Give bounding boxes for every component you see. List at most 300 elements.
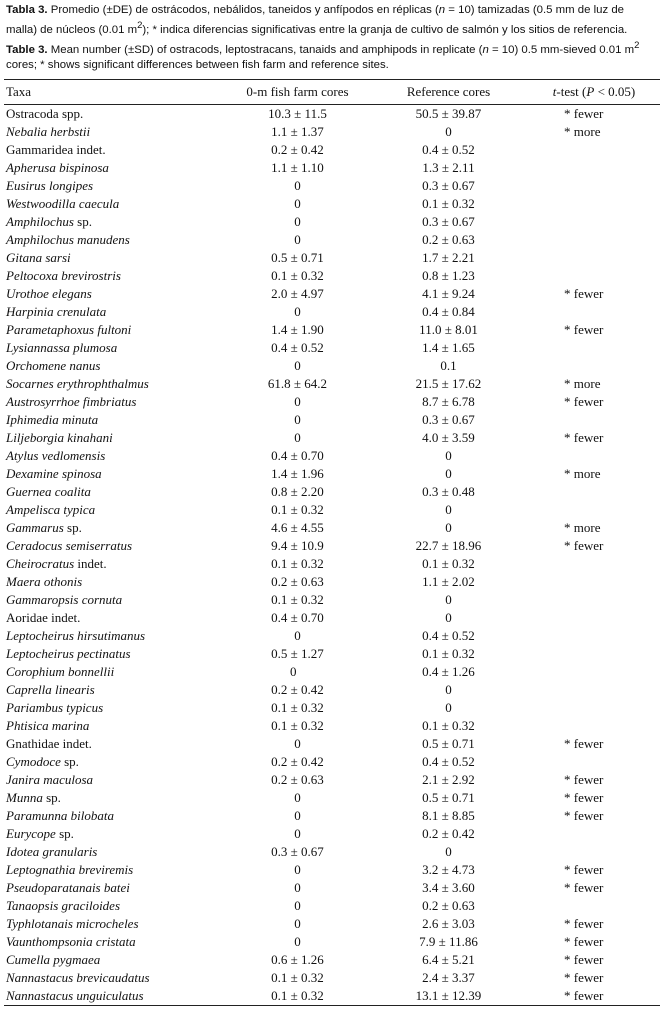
cell-ttest xyxy=(528,231,660,249)
cell-farm: 0 xyxy=(294,231,301,247)
cell-taxa xyxy=(4,339,226,357)
table-row xyxy=(4,249,660,267)
caption-en-sup: 2 xyxy=(634,39,640,51)
cell-farm: 0 xyxy=(294,411,301,427)
table-row xyxy=(4,789,660,807)
cell-taxa xyxy=(4,267,226,285)
cell-farm: 0.6 ± 1.26 xyxy=(271,951,324,967)
table-row xyxy=(4,591,660,609)
cell-taxa xyxy=(4,177,226,195)
cell-ttest xyxy=(528,555,660,573)
caption-es-n: n xyxy=(438,4,446,16)
cell-reference: 0.4 ± 0.84 xyxy=(422,303,475,319)
cell-ttest: * fewer xyxy=(564,285,604,301)
cell-ttest xyxy=(528,897,660,915)
table-row xyxy=(4,879,660,897)
cell-farm: 0 xyxy=(290,663,297,679)
cell-farm: 0.1 ± 0.32 xyxy=(271,267,324,283)
cell-reference: 0.1 ± 0.32 xyxy=(422,717,475,733)
cell-ttest: * fewer xyxy=(564,933,604,949)
caption-en-text-2: = 10) 0.5 mm-sieved 0.01 m xyxy=(488,43,635,56)
cell-farm: 0.3 ± 0.67 xyxy=(271,843,324,859)
cell-taxa xyxy=(4,735,226,753)
cell-taxa xyxy=(4,303,226,321)
table-row xyxy=(4,969,660,987)
cell-ttest xyxy=(528,177,660,195)
cell-taxa xyxy=(4,285,226,303)
cell-reference: 0 xyxy=(445,501,452,517)
caption-en-n: n xyxy=(482,43,489,56)
taxon-name: Corophium bonnellii xyxy=(6,663,115,679)
taxon-name: Orchomene nanus xyxy=(6,357,101,373)
taxon-name: Phtisica marina xyxy=(6,717,90,733)
taxon-name: Gammarus xyxy=(6,519,64,535)
caption-es-text-3: ); * indica diferencias significativas entre la granja de cultivo de salmón y los sitios de referencia. xyxy=(142,23,628,36)
cell-ttest: * more xyxy=(564,123,601,139)
cell-reference: 0.1 ± 0.32 xyxy=(422,555,475,571)
cell-reference: 3.4 ± 3.60 xyxy=(422,879,475,895)
cell-farm: 0 xyxy=(294,627,301,643)
taxon-name: Apherusa bispinosa xyxy=(6,159,109,175)
cell-ttest xyxy=(528,681,660,699)
taxon-name: Typhlotanais microcheles xyxy=(6,915,139,931)
cell-taxa xyxy=(4,699,226,717)
cell-ttest xyxy=(528,627,660,645)
caption-es-text-1: Promedio (±DE) de ostrácodos, nebálidos, taneidos y anfípodos en réplicas ( xyxy=(47,4,439,16)
cell-taxa xyxy=(4,915,226,933)
cell-taxa xyxy=(4,195,226,213)
cell-ttest xyxy=(528,663,660,681)
taxon-name: Iphimedia minuta xyxy=(6,411,99,427)
cell-taxa xyxy=(4,321,226,339)
cell-reference: 0.4 ± 0.52 xyxy=(422,627,475,643)
taxon-name: Nannastacus brevicaudatus xyxy=(6,969,150,985)
taxon-name: Munna xyxy=(6,789,43,805)
cell-ttest: * fewer xyxy=(564,771,604,787)
cell-farm: 0 xyxy=(294,789,301,805)
caption-en-label: Table 3. xyxy=(6,43,48,56)
cell-farm: 0.4 ± 0.70 xyxy=(271,609,324,625)
taxon-name: Peltocoxa brevirostris xyxy=(6,267,121,283)
cell-farm: 0 xyxy=(294,861,301,877)
cell-farm: 1.1 ± 1.10 xyxy=(271,159,324,175)
taxon-name: Dexamine spinosa xyxy=(6,465,102,481)
table-row xyxy=(4,555,660,573)
cell-taxa xyxy=(4,104,226,123)
taxon-name: Westwoodilla caecula xyxy=(6,195,120,211)
cell-farm: 0 xyxy=(294,915,301,931)
taxon-name: Socarnes erythrophthalmus xyxy=(6,375,149,391)
table-row xyxy=(4,123,660,141)
cell-farm: 0 xyxy=(294,177,301,193)
taxon-name: Pariambus typicus xyxy=(6,699,104,715)
taxon-name: Maera othonis xyxy=(6,573,83,589)
taxon-name: Harpinia crenulata xyxy=(6,303,107,319)
cell-reference: 0.4 ± 0.52 xyxy=(422,753,475,769)
table-row xyxy=(4,213,660,231)
taxon-name: Gnathidae indet. xyxy=(6,735,92,751)
cell-ttest: * fewer xyxy=(564,537,604,553)
cell-ttest xyxy=(528,843,660,861)
taxon-suffix: sp. xyxy=(63,519,82,535)
cell-taxa xyxy=(4,933,226,951)
cell-reference: 8.1 ± 8.85 xyxy=(422,807,475,823)
table-row xyxy=(4,483,660,501)
cell-taxa xyxy=(4,789,226,807)
table-row xyxy=(4,537,660,555)
cell-farm: 0.2 ± 0.42 xyxy=(271,681,324,697)
taxon-name: Pseudoparatanais batei xyxy=(6,879,130,895)
cell-ttest: * more xyxy=(564,375,601,391)
cell-ttest: * fewer xyxy=(564,951,604,967)
taxon-suffix: sp. xyxy=(55,825,74,841)
caption-spanish xyxy=(6,3,658,38)
table-row xyxy=(4,321,660,339)
cell-taxa xyxy=(4,573,226,591)
taxon-name: Leptocheirus hirsutimanus xyxy=(6,627,146,643)
taxon-name: Ceradocus semiserratus xyxy=(6,537,133,553)
header-ttest-t: t xyxy=(552,83,557,99)
cell-ttest xyxy=(528,141,660,159)
cell-ttest xyxy=(528,339,660,357)
cell-reference: 21.5 ± 17.62 xyxy=(415,375,482,391)
cell-reference: 0.4 ± 0.52 xyxy=(422,141,475,157)
table-row xyxy=(4,933,660,951)
cell-reference: 4.1 ± 9.24 xyxy=(422,285,475,301)
cell-taxa xyxy=(4,987,226,1006)
table-row xyxy=(4,627,660,645)
cell-ttest xyxy=(528,249,660,267)
cell-ttest: * more xyxy=(564,465,601,481)
cell-farm: 0.1 ± 0.32 xyxy=(226,987,369,1006)
cell-ttest xyxy=(528,825,660,843)
table-row xyxy=(4,429,660,447)
cell-reference: 0.8 ± 1.23 xyxy=(422,267,475,283)
table-row xyxy=(4,285,660,303)
cell-farm: 1.4 ± 1.90 xyxy=(271,321,324,337)
cell-reference: 0.1 ± 0.32 xyxy=(422,195,475,211)
cell-reference: 0.1 xyxy=(440,357,457,373)
cell-reference: 0 xyxy=(445,465,452,481)
cell-ttest xyxy=(528,447,660,465)
cell-taxa xyxy=(4,807,226,825)
cell-ttest xyxy=(528,483,660,501)
cell-farm: 0 xyxy=(294,933,301,949)
cell-reference: 22.7 ± 18.96 xyxy=(415,537,482,553)
cell-taxa xyxy=(4,627,226,645)
cell-ttest: * fewer xyxy=(564,429,604,445)
table-row xyxy=(4,411,660,429)
cell-reference: 0.5 ± 0.71 xyxy=(422,735,475,751)
cell-farm: 0 xyxy=(294,897,301,913)
table-row xyxy=(4,231,660,249)
cell-reference: 0 xyxy=(445,447,452,463)
taxon-name: Nannastacus unguiculatus xyxy=(6,987,144,1003)
cell-farm: 0.1 ± 0.32 xyxy=(271,555,324,571)
cell-farm: 0 xyxy=(294,303,301,319)
cell-taxa xyxy=(4,609,226,627)
cell-taxa xyxy=(4,357,226,375)
cell-farm: 0.1 ± 0.32 xyxy=(271,591,324,607)
cell-farm: 0.4 ± 0.52 xyxy=(271,339,324,355)
cell-reference: 3.2 ± 4.73 xyxy=(422,861,475,877)
header-ttest xyxy=(528,79,660,104)
cell-taxa xyxy=(4,717,226,735)
table-row xyxy=(4,681,660,699)
cell-reference: 7.9 ± 11.86 xyxy=(419,933,478,949)
cell-farm: 0.2 ± 0.63 xyxy=(271,573,324,589)
cell-farm: 0.2 ± 0.42 xyxy=(271,753,324,769)
cell-taxa xyxy=(4,123,226,141)
table-row xyxy=(4,915,660,933)
caption-en-text-3: cores; * shows significant differences between fish farm and reference sites. xyxy=(6,58,389,71)
cell-taxa xyxy=(4,483,226,501)
table-row xyxy=(4,717,660,735)
taxon-name: Caprella linearis xyxy=(6,681,95,697)
table-row xyxy=(4,825,660,843)
taxon-name: Austrosyrrhoe fimbriatus xyxy=(6,393,137,409)
cell-taxa xyxy=(4,879,226,897)
taxon-name: Eusirus longipes xyxy=(6,177,94,193)
cell-taxa xyxy=(4,681,226,699)
cell-farm: 0 xyxy=(294,393,301,409)
cell-farm: 2.0 ± 4.97 xyxy=(271,285,324,301)
cell-ttest: * fewer xyxy=(564,789,604,805)
table-row xyxy=(4,843,660,861)
header-ttest-end: < 0.05) xyxy=(594,83,636,99)
taxon-suffix: sp. xyxy=(42,789,61,805)
taxon-name: Guernea coalita xyxy=(6,483,91,499)
table-row xyxy=(4,267,660,285)
cell-reference: 0.4 ± 1.26 xyxy=(422,663,475,679)
taxon-name: Lysiannassa plumosa xyxy=(6,339,118,355)
cell-farm: 0.2 ± 0.42 xyxy=(271,141,324,157)
taxon-name: Urothoe elegans xyxy=(6,285,92,301)
table-row xyxy=(4,447,660,465)
cell-reference: 2.6 ± 3.03 xyxy=(422,915,475,931)
cell-taxa xyxy=(4,591,226,609)
table-row xyxy=(4,159,660,177)
cell-ttest: * fewer xyxy=(564,105,604,121)
caption-es-label: Tabla 3. xyxy=(6,4,48,16)
cell-reference: 0 xyxy=(445,681,452,697)
table-row xyxy=(4,303,660,321)
taxon-name: Amphilochus xyxy=(6,213,74,229)
cell-ttest xyxy=(528,267,660,285)
cell-ttest xyxy=(528,573,660,591)
cell-ttest xyxy=(528,195,660,213)
cell-reference: 1.3 ± 2.11 xyxy=(422,159,475,175)
table-row xyxy=(4,357,660,375)
taxon-name: Ampelisca typica xyxy=(6,501,96,517)
cell-reference: 0 xyxy=(445,519,452,535)
header-ttest-text: -test ( xyxy=(556,83,587,99)
cell-taxa xyxy=(4,249,226,267)
taxon-name: Paramunna bilobata xyxy=(6,807,114,823)
cell-reference: 0.2 ± 0.63 xyxy=(422,231,475,247)
cell-farm: 0 xyxy=(294,735,301,751)
cell-taxa xyxy=(4,375,226,393)
cell-farm: 0.1 ± 0.32 xyxy=(271,501,324,517)
cell-taxa xyxy=(4,465,226,483)
taxon-name: Ostracoda spp. xyxy=(6,105,84,121)
cell-taxa xyxy=(4,429,226,447)
cell-farm: 0.5 ± 0.71 xyxy=(271,249,324,265)
cell-taxa xyxy=(4,951,226,969)
taxon-name: Amphilochus manudens xyxy=(6,231,130,247)
cell-ttest: * fewer xyxy=(564,861,604,877)
taxon-name: Leptognathia breviremis xyxy=(6,861,134,877)
cell-taxa xyxy=(4,555,226,573)
cell-farm: 0.8 ± 2.20 xyxy=(271,483,324,499)
cell-taxa xyxy=(4,393,226,411)
header-reference: Reference cores xyxy=(369,79,528,104)
taxon-name: Janira maculosa xyxy=(6,771,94,787)
table-row xyxy=(4,609,660,627)
table-row xyxy=(4,897,660,915)
cell-ttest xyxy=(528,609,660,627)
cell-ttest: * fewer xyxy=(564,393,604,409)
cell-taxa xyxy=(4,861,226,879)
cell-ttest: * fewer xyxy=(564,915,604,931)
cell-taxa xyxy=(4,537,226,555)
cell-farm: 1.1 ± 1.37 xyxy=(271,123,324,139)
table-row xyxy=(4,861,660,879)
cell-reference: 0.1 ± 0.32 xyxy=(422,645,475,661)
cell-reference: 2.4 ± 3.37 xyxy=(422,969,475,985)
table-row xyxy=(4,104,660,123)
cell-taxa xyxy=(4,843,226,861)
taxon-name: Cheirocratus xyxy=(6,555,75,571)
taxon-name: Cumella pygmaea xyxy=(6,951,101,967)
cell-ttest: * fewer xyxy=(564,969,604,985)
cell-farm: 1.4 ± 1.96 xyxy=(271,465,324,481)
cell-ttest: * fewer xyxy=(564,321,604,337)
cell-ttest xyxy=(528,213,660,231)
cell-reference: 2.1 ± 2.92 xyxy=(422,771,475,787)
table-row xyxy=(4,573,660,591)
cell-farm: 0.1 ± 0.32 xyxy=(271,717,324,733)
taxon-suffix: sp. xyxy=(60,753,79,769)
table-row xyxy=(4,753,660,771)
cell-reference: 4.0 ± 3.59 xyxy=(422,429,475,445)
table-row xyxy=(4,807,660,825)
table-row xyxy=(4,987,660,1006)
table-row xyxy=(4,177,660,195)
cell-farm: 10.3 ± 11.5 xyxy=(268,105,327,121)
taxon-name: Gammaridea indet. xyxy=(6,141,106,157)
caption-es-text-2: = 10) tamizadas (0.5 mm de luz de malla) de núcleos (0.01 m xyxy=(6,4,624,36)
cell-ttest: * fewer xyxy=(564,807,604,823)
taxon-name: Vaunthompsonia cristata xyxy=(6,933,136,949)
cell-reference: 0 xyxy=(445,591,452,607)
cell-reference: 11.0 ± 8.01 xyxy=(419,321,478,337)
cell-ttest: * fewer xyxy=(564,735,604,751)
table-row xyxy=(4,663,660,681)
table-row xyxy=(4,645,660,663)
taxon-name: Eurycope xyxy=(6,825,56,841)
table-row xyxy=(4,735,660,753)
cell-farm: 0 xyxy=(294,195,301,211)
cell-ttest xyxy=(528,303,660,321)
taxon-name: Tanaopsis graciloides xyxy=(6,897,121,913)
taxon-name: Idotea granularis xyxy=(6,843,98,859)
cell-ttest: * more xyxy=(564,519,601,535)
cell-taxa xyxy=(4,825,226,843)
cell-taxa xyxy=(4,645,226,663)
cell-farm: 61.8 ± 64.2 xyxy=(267,375,328,391)
cell-taxa xyxy=(4,141,226,159)
taxon-suffix: sp. xyxy=(73,213,92,229)
cell-taxa xyxy=(4,501,226,519)
table-row xyxy=(4,771,660,789)
cell-ttest xyxy=(528,591,660,609)
cell-farm: 0 xyxy=(294,213,301,229)
cell-reference: 0.2 ± 0.63 xyxy=(422,897,475,913)
cell-taxa xyxy=(4,753,226,771)
taxon-name: Gammaropsis cornuta xyxy=(6,591,123,607)
cell-farm: 0 xyxy=(294,429,301,445)
cell-reference: 0.3 ± 0.67 xyxy=(422,177,475,193)
table-row xyxy=(4,519,660,537)
cell-ttest xyxy=(528,357,660,375)
taxon-name: Nebalia herbstii xyxy=(6,123,91,139)
cell-taxa xyxy=(4,159,226,177)
cell-farm: 0.1 ± 0.32 xyxy=(271,699,324,715)
cell-ttest xyxy=(528,501,660,519)
cell-reference: 50.5 ± 39.87 xyxy=(415,105,482,121)
taxon-name: Leptocheirus pectinatus xyxy=(6,645,131,661)
cell-reference: 1.4 ± 1.65 xyxy=(422,339,475,355)
data-table xyxy=(4,79,660,1006)
cell-ttest: * fewer xyxy=(564,879,604,895)
cell-reference: 0.3 ± 0.67 xyxy=(422,411,475,427)
table-body xyxy=(4,104,660,1005)
cell-reference: 6.4 ± 5.21 xyxy=(422,951,475,967)
cell-reference: 0.3 ± 0.67 xyxy=(422,213,475,229)
caption-es-sup: 2 xyxy=(137,20,143,31)
cell-ttest: * fewer xyxy=(528,987,660,1006)
cell-taxa xyxy=(4,969,226,987)
table-row xyxy=(4,195,660,213)
table-row xyxy=(4,141,660,159)
cell-reference: 0.5 ± 0.71 xyxy=(422,789,475,805)
cell-ttest xyxy=(528,753,660,771)
table-row xyxy=(4,699,660,717)
cell-taxa xyxy=(4,519,226,537)
cell-ttest xyxy=(528,159,660,177)
cell-farm: 0.2 ± 0.63 xyxy=(271,771,324,787)
taxon-name: Liljeborgia kinahani xyxy=(6,429,113,445)
cell-taxa xyxy=(4,663,226,681)
table-row xyxy=(4,375,660,393)
cell-farm: 9.4 ± 10.9 xyxy=(271,537,324,553)
cell-taxa xyxy=(4,897,226,915)
cell-farm: 0.5 ± 1.27 xyxy=(271,645,324,661)
cell-ttest xyxy=(528,717,660,735)
cell-reference: 0.2 ± 0.42 xyxy=(422,825,475,841)
taxon-name: Parametaphoxus fultoni xyxy=(6,321,132,337)
cell-taxa xyxy=(4,231,226,249)
taxon-name: Gitana sarsi xyxy=(6,249,71,265)
table-row xyxy=(4,393,660,411)
cell-reference: 0 xyxy=(445,699,452,715)
header-ttest-p: P xyxy=(586,83,595,99)
cell-farm: 0 xyxy=(294,357,301,373)
table-row xyxy=(4,339,660,357)
cell-farm: 0 xyxy=(294,807,301,823)
table-row xyxy=(4,951,660,969)
